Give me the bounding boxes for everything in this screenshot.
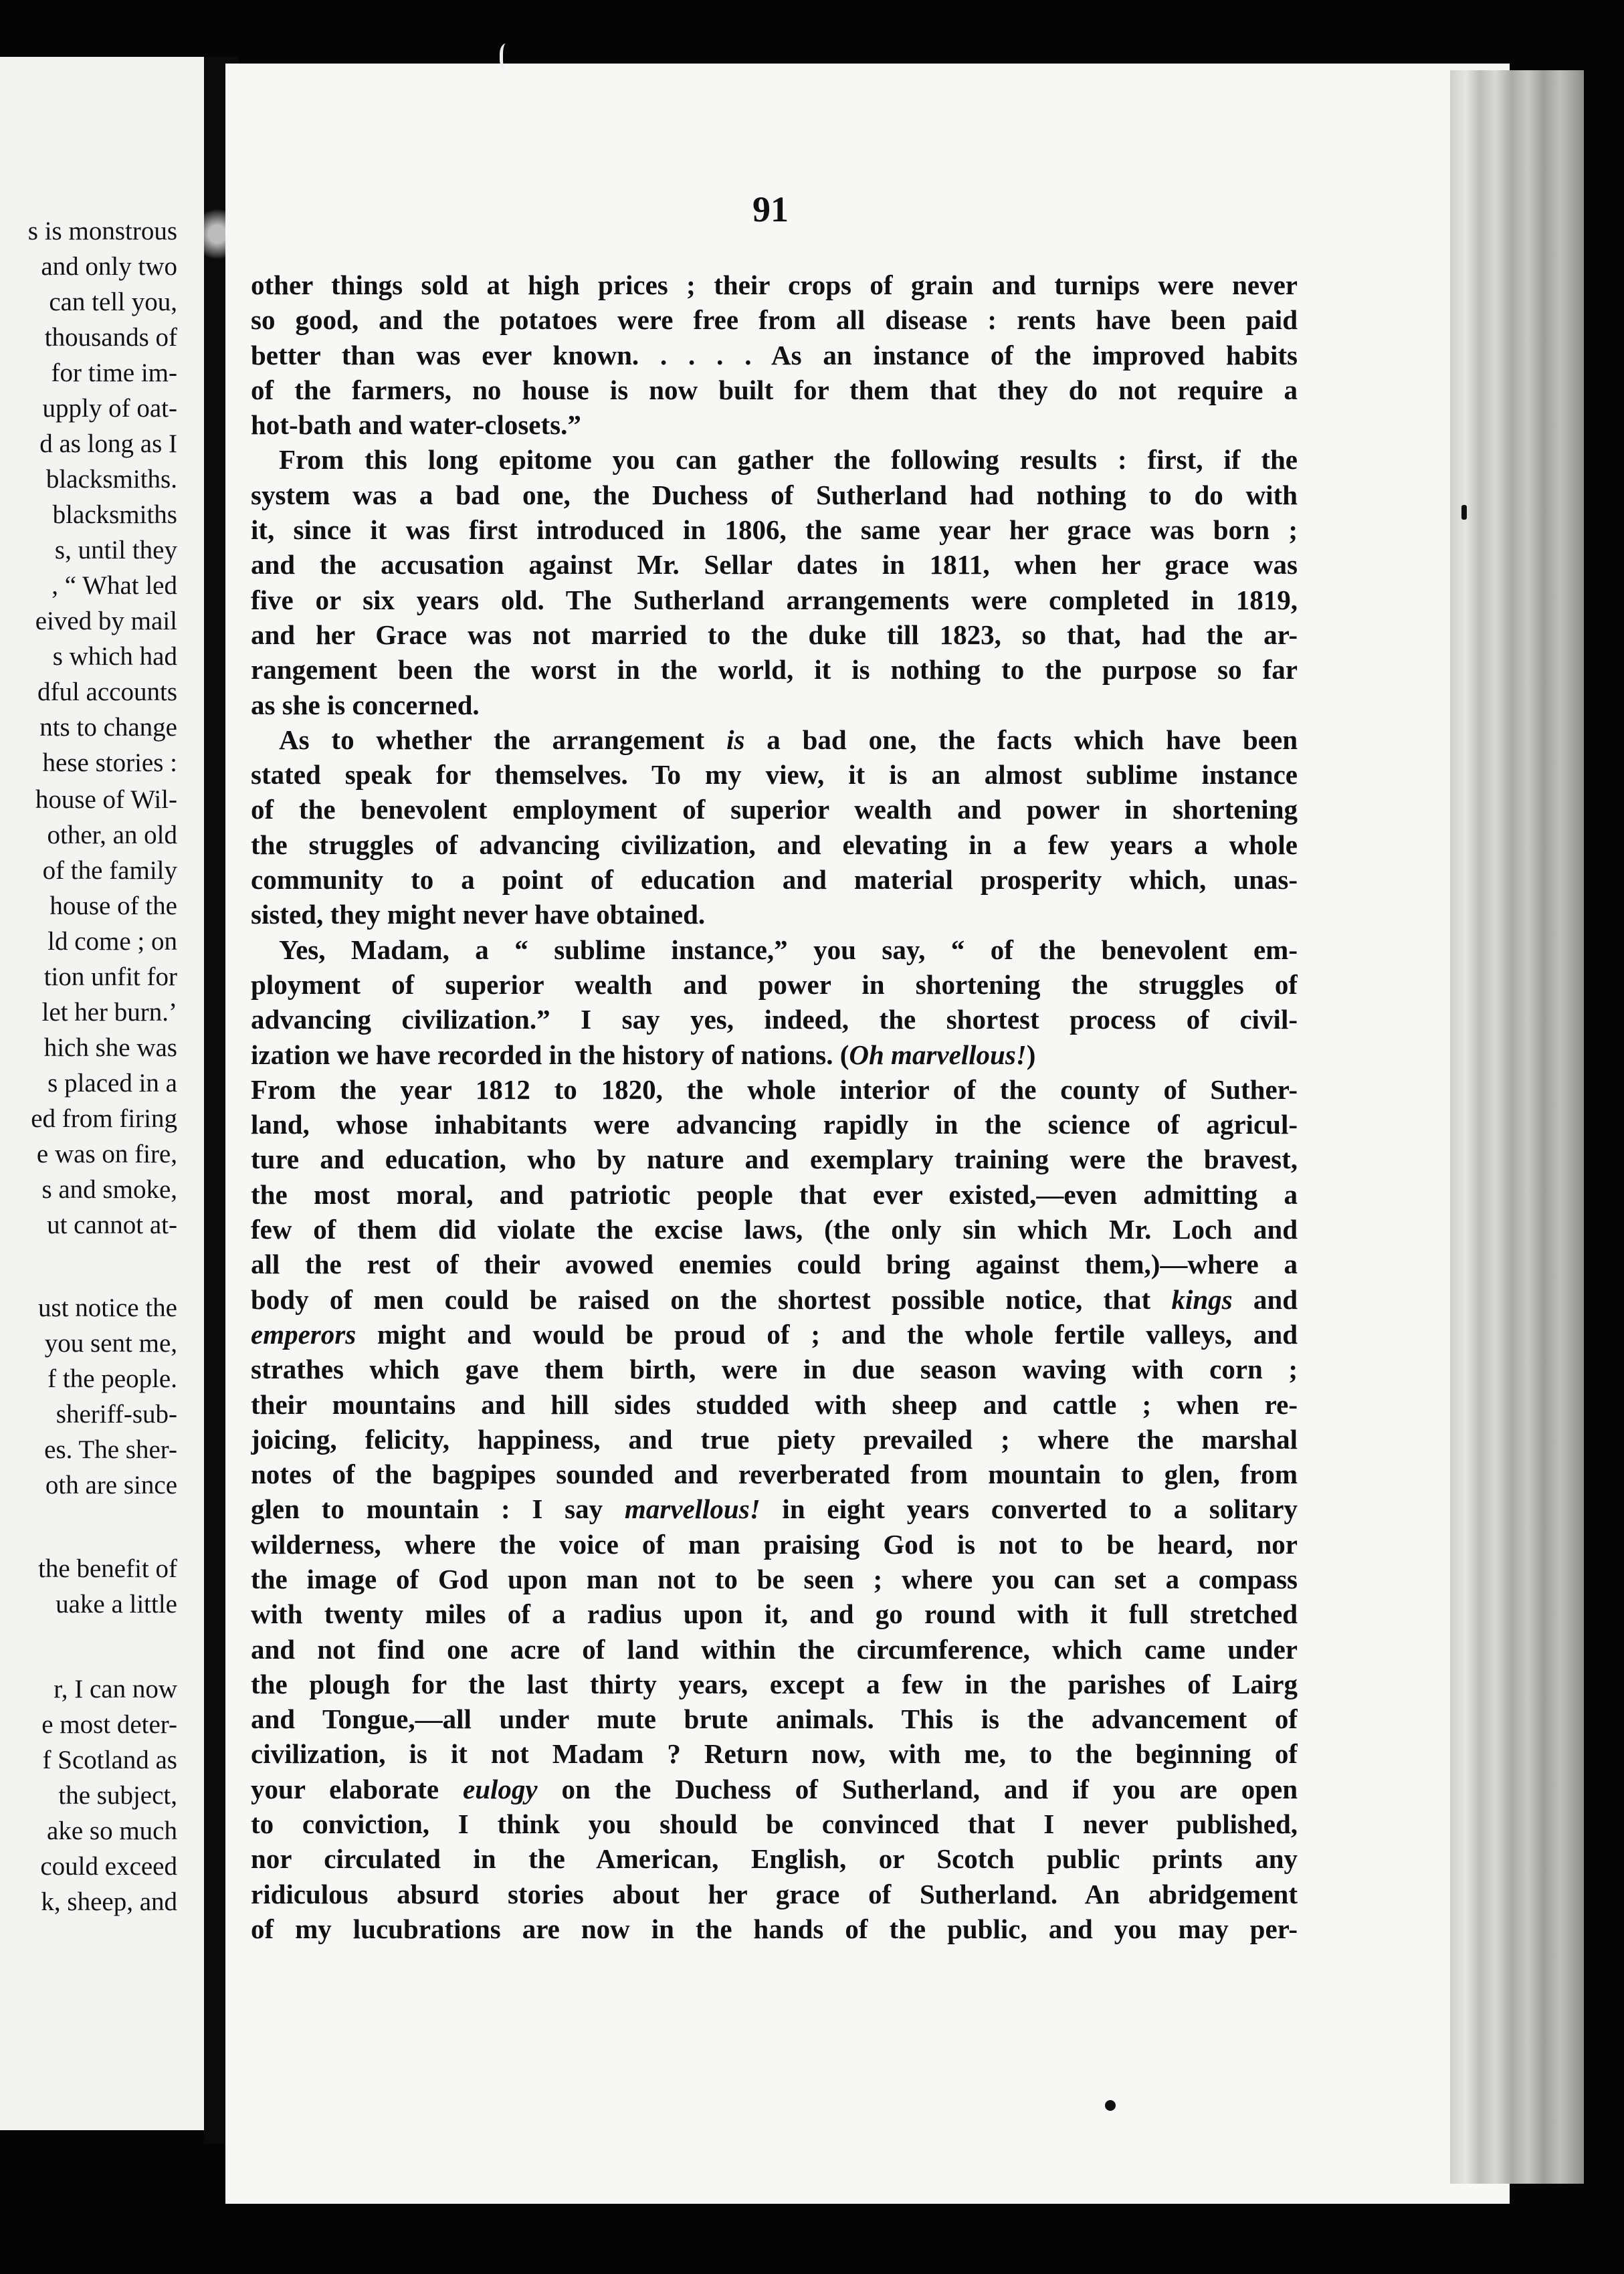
text-segment: the image of God upon man not to be seen ; where you can set a compass [251, 1563, 1298, 1594]
text-line [251, 1701, 1298, 1736]
text-line [251, 967, 1298, 1002]
left-page-fragment: ut cannot at- [47, 1211, 177, 1239]
text-segment: civilization, is it not Madam ? Return now, with me, to the beginning of [251, 1738, 1298, 1770]
text-line [251, 1212, 1298, 1247]
text-segment: of my lucubrations are now in the hands of the public, and you may per- [251, 1913, 1298, 1944]
text-segment: the struggles of advancing civilization, and elevating in a few years a whole [251, 829, 1298, 860]
text-line [251, 1632, 1298, 1667]
left-page-fragment: house of Wil- [35, 785, 177, 814]
italic-text: marvellous! [624, 1493, 760, 1525]
text-segment: and [1232, 1283, 1298, 1315]
text-line [251, 1562, 1298, 1596]
text-line [251, 1142, 1298, 1176]
text-line [251, 757, 1298, 792]
left-page-fragment: thousands of [44, 323, 177, 352]
text-line [251, 1072, 1298, 1107]
text-line [251, 338, 1298, 373]
text-segment: your elaborate [251, 1773, 464, 1804]
text-line [251, 1352, 1298, 1386]
text-segment: hot-bath and water-closets.” [251, 409, 581, 441]
text-segment: land, whose inhabitants were advancing rapidly in the science of agricul- [251, 1109, 1298, 1140]
left-page-fragment: blacksmiths. [45, 465, 177, 494]
left-page-fragment: s which had [52, 642, 177, 671]
left-page-fragment: e was on fire, [36, 1140, 177, 1168]
left-page-fragment: s is monstrous [27, 217, 177, 245]
text-segment: notes of the bagpipes sounded and reverberated from mountain to glen, from [251, 1459, 1298, 1490]
text-segment: wilderness, where the voice of man praising God is not to be heard, nor [251, 1528, 1298, 1560]
text-segment: and her Grace was not married to the duke till 1823, so that, had the ar- [251, 619, 1298, 650]
left-page-fragment: the subject, [58, 1781, 177, 1810]
left-page-fragment: es. The sher- [44, 1435, 177, 1464]
left-page-fragment: upply of oat- [42, 394, 177, 423]
left-page-fragment: nts to change [39, 713, 177, 742]
text-segment: joicing, felicity, happiness, and true piety prevailed ; where the marshal [251, 1423, 1298, 1455]
text-segment: to conviction, I think you should be convinced that I never published, [251, 1808, 1298, 1840]
text-segment: From this long epitome you can gather the following results : first, if the [279, 444, 1298, 476]
text-line [251, 1107, 1298, 1142]
text-line [251, 862, 1298, 897]
left-page-fragment: d as long as I [39, 429, 177, 458]
text-line [251, 583, 1298, 617]
left-page-fragment: you sent me, [44, 1329, 177, 1358]
left-page-fragment: sheriff-sub- [56, 1400, 177, 1429]
page-number: 91 [752, 189, 789, 229]
text-segment: might and would be proud of ; and the whole fertile valleys, and [356, 1318, 1298, 1350]
text-segment: as she is concerned. [251, 689, 480, 720]
italic-text: is [726, 724, 745, 755]
text-segment: nor circulated in the American, English, or Scotch public prints any [251, 1843, 1298, 1875]
left-page-fragment: can tell you, [49, 288, 177, 316]
text-line [251, 1667, 1298, 1701]
left-page-fragment: let her burn.’ [41, 998, 177, 1027]
text-segment: it, since it was first introduced in 1806, the same year her grace was born ; [251, 514, 1298, 546]
text-segment: a bad one, the facts which have been [744, 724, 1298, 755]
text-segment: rangement been the worst in the world, it is nothing to the purpose so far [251, 654, 1298, 686]
left-page-fragment: hese stories : [42, 748, 177, 777]
italic-text: kings [1171, 1283, 1233, 1315]
text-line [251, 1282, 1298, 1317]
italic-text: Oh marvellous! [849, 1039, 1027, 1070]
text-segment: their mountains and hill sides studded with sheep and cattle ; when re- [251, 1388, 1298, 1420]
left-page-fragment: , “ What led [52, 571, 177, 600]
text-segment: and not find one acre of land within the circumference, which came under [251, 1633, 1298, 1665]
body-text [251, 268, 1298, 1946]
text-segment: so good, and the potatoes were free from all disease : rents have been paid [251, 304, 1298, 336]
text-segment: and Tongue,—all under mute brute animals. This is the advancement of [251, 1703, 1298, 1735]
text-line [251, 268, 1298, 302]
text-line [251, 792, 1298, 827]
left-page-fragment: house of the [49, 892, 177, 920]
left-page-fragment: of the family [42, 856, 177, 885]
text-segment: system was a bad one, the Duchess of Sutherland had nothing to do with [251, 479, 1298, 510]
left-page-fragment: blacksmiths [52, 500, 177, 529]
text-segment: glen to mountain : I say [251, 1493, 625, 1525]
left-page-fragment: hich she was [43, 1033, 177, 1062]
text-segment: As to whether the arrangement [279, 724, 727, 755]
ink-speck [1461, 505, 1467, 520]
left-page-fragment: ld come ; on [47, 927, 177, 956]
text-segment: all the rest of their avowed enemies could bring against them,)—where a [251, 1249, 1298, 1280]
text-line [251, 1387, 1298, 1422]
text-line [251, 1527, 1298, 1562]
text-line [251, 652, 1298, 687]
text-line [251, 1317, 1298, 1352]
ink-speck [1105, 2100, 1116, 2111]
left-page-fragment: s placed in a [47, 1069, 177, 1098]
text-line [251, 1177, 1298, 1212]
text-segment: stated speak for themselves. To my view, it is an almost sublime instance [251, 759, 1298, 791]
text-segment: on the Duchess of Sutherland, and if you are open [537, 1773, 1298, 1804]
text-line [251, 1457, 1298, 1491]
text-line [251, 1247, 1298, 1281]
text-line [251, 478, 1298, 512]
text-segment: strathes which gave them birth, were in due season waving with corn ; [251, 1354, 1298, 1385]
text-line [251, 302, 1298, 337]
text-segment: of the farmers, no house is now built for them that they do not require a [251, 374, 1298, 405]
text-line [251, 1596, 1298, 1631]
text-segment: with twenty miles of a radius upon it, and go round with it full stretched [251, 1598, 1298, 1630]
left-page [0, 57, 204, 2130]
text-line [251, 688, 1298, 722]
text-segment: advancing civilization.” I say yes, indeed, the shortest process of civil- [251, 1004, 1298, 1035]
text-line [251, 1877, 1298, 1911]
text-line [251, 1037, 1298, 1072]
text-segment: in eight years converted to a solitary [760, 1493, 1298, 1525]
text-line [251, 1736, 1298, 1771]
text-line [251, 373, 1298, 407]
text-segment: the most moral, and patriotic people that ever existed,—even admitting a [251, 1178, 1298, 1210]
text-segment: community to a point of education and material prosperity which, unas- [251, 864, 1298, 896]
text-segment: ) [1026, 1039, 1036, 1070]
left-page-fragment: k, sheep, and [41, 1887, 177, 1916]
text-line [251, 1772, 1298, 1806]
left-page-fragment: the benefit of [38, 1554, 177, 1583]
left-page-fragment: e most deter- [41, 1710, 177, 1739]
text-line [251, 617, 1298, 652]
text-segment: From the year 1812 to 1820, the whole interior of the county of Suther- [251, 1073, 1298, 1105]
left-page-fragment: s and smoke, [41, 1175, 177, 1204]
text-segment: other things sold at high prices ; their crops of grain and turnips were never [251, 270, 1298, 300]
text-segment: of the benevolent employment of superior wealth and power in shortening [251, 794, 1298, 825]
text-line [251, 1491, 1298, 1526]
text-line [251, 442, 1298, 477]
left-page-fragment: dful accounts [37, 678, 177, 706]
italic-text: emperors [251, 1318, 357, 1350]
text-line [251, 932, 1298, 967]
text-segment: ture and education, who by nature and exemplary training were the bravest, [251, 1144, 1298, 1175]
text-segment: and the accusation against Mr. Sellar dates in 1811, when her grace was [251, 549, 1298, 581]
text-segment: body of men could be raised on the shortest possible notice, that [251, 1283, 1172, 1315]
left-page-fragment: oth are since [45, 1471, 177, 1500]
left-page-fragment: ed from firing [31, 1104, 177, 1133]
ink-speck [500, 43, 515, 70]
text-segment: five or six years old. The Sutherland arrangements were completed in 1819, [251, 584, 1298, 615]
left-page-fragment: eived by mail [35, 607, 177, 635]
left-page-fragment: uake a little [56, 1590, 177, 1619]
text-segment: the plough for the last thirty years, except a few in the parishes of Lairg [251, 1668, 1298, 1699]
left-page-fragment: other, an old [47, 821, 177, 849]
text-line [251, 1806, 1298, 1841]
left-page-fragment: could exceed [40, 1852, 177, 1881]
left-page-fragment: ake so much [47, 1817, 177, 1845]
text-line [251, 407, 1298, 442]
left-page-fragment: for time im- [51, 358, 177, 387]
text-segment: better than was ever known. . . . . As an instance of the improved habits [251, 339, 1298, 371]
left-page-fragment: tion unfit for [43, 962, 177, 991]
text-line [251, 1002, 1298, 1037]
text-line [251, 1911, 1298, 1946]
text-line [251, 512, 1298, 547]
text-segment: sisted, they might never have obtained. [251, 899, 706, 930]
left-page-fragment: s, until they [54, 536, 177, 564]
text-line [251, 1841, 1298, 1876]
left-page-fragment: f the people. [47, 1364, 177, 1393]
left-page-fragment: r, I can now [54, 1675, 177, 1703]
text-line [251, 897, 1298, 932]
text-segment: Yes, Madam, a “ sublime instance,” you say, “ of the benevolent em- [279, 934, 1298, 965]
text-line [251, 722, 1298, 757]
text-line [251, 1422, 1298, 1457]
text-segment: ization we have recorded in the history of nations. ( [251, 1039, 849, 1070]
left-page-fragment: and only two [41, 252, 177, 281]
text-line [251, 827, 1298, 862]
page-edge-stack [1450, 70, 1584, 2184]
italic-text: eulogy [463, 1773, 538, 1804]
text-segment: ployment of superior wealth and power in shortening the struggles of [251, 968, 1298, 1000]
text-segment: few of them did violate the excise laws, (the only sin which Mr. Loch and [251, 1214, 1298, 1245]
text-segment: ridiculous absurd stories about her grace of Sutherland. An abridgement [251, 1878, 1298, 1909]
left-page-fragment: f Scotland as [42, 1746, 177, 1774]
left-page-fragment: ust notice the [38, 1294, 177, 1322]
text-line [251, 547, 1298, 582]
